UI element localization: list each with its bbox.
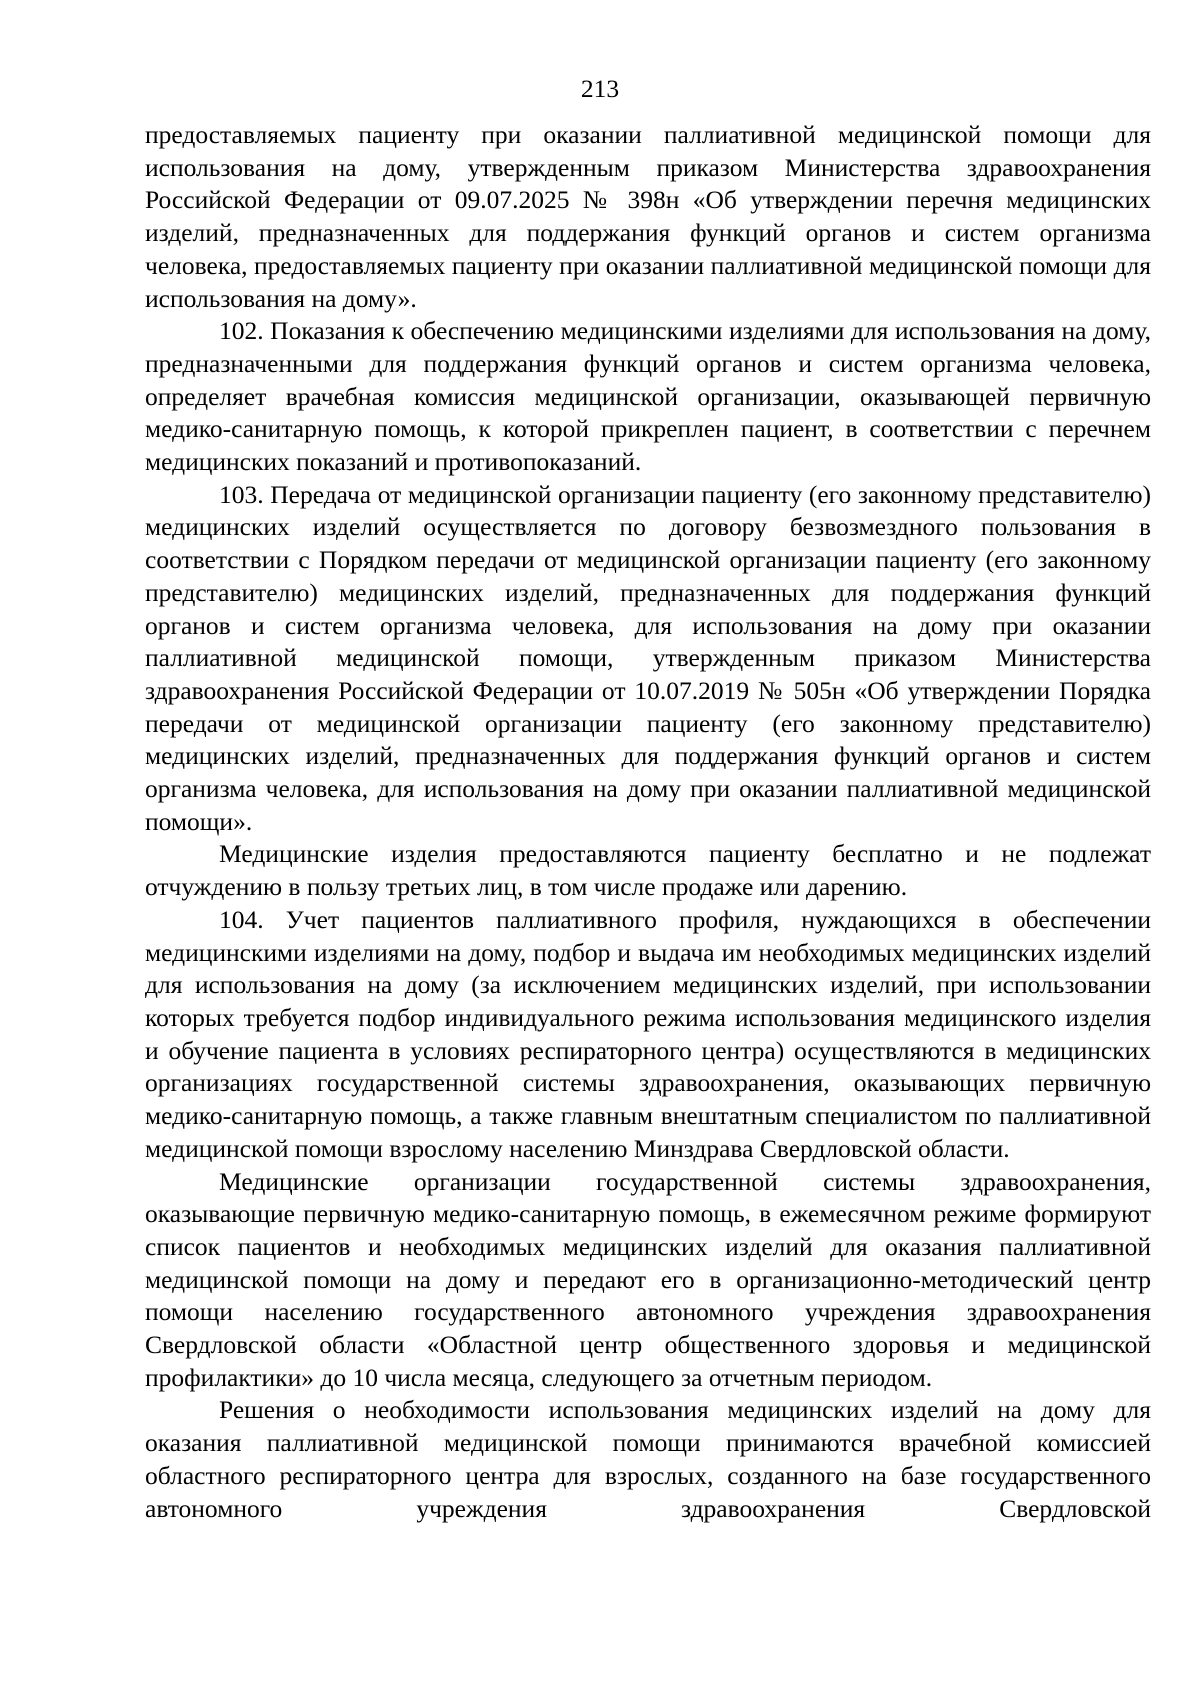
document-body	[145, 119, 1151, 1525]
page-number: 213	[580, 74, 620, 103]
paragraph-item-104: 104. Учет пациентов паллиативного профиля, нуждающихся в обеспечении медицинскими изделиями на дому, подбор и выдача им необходимых медицинских изделий для использования на дому (за исключением медицинских изделий, при использовании которых требуется подбор индивидуального режима использования медицинского изделия и обучение пациента в условиях респираторного центра) осуществляются в медицинских организациях государственной системы здравоохранения, оказывающих первичную медико-санитарную помощь, а также главным внештатным специалистом по паллиативной медицинской помощи взрослому населению Минздрава Свердловской области.	[145, 904, 1151, 1163]
paragraph-continuation: предоставляемых пациенту при оказании паллиативной медицинской помощи для использования на дому, утвержденным приказом Министерства здравоохранения Российской Федерации от 09.07.2025 № 398н «Об утверждении перечня медицинских изделий, предназначенных для поддержания функций органов и систем организма человека, предоставляемых пациенту при оказании паллиативной медицинской помощи для использования на дому».	[145, 120, 1151, 313]
paragraph-item-102: 102. Показания к обеспечению медицинскими изделиями для использования на дому, предназначенными для поддержания функций органов и систем организма человека, определяет врачебная комиссия медицинской организации, оказывающей первичную медико-санитарную помощь, к которой прикреплен пациент, в соответствии с перечнем медицинских показаний и противопоказаний.	[145, 316, 1151, 477]
paragraph-item-104-organizations: Медицинские организации государственной системы здравоохранения, оказывающие первичную медико-санитарную помощь, в ежемесячном режиме формируют список пациентов и необходимых медицинских изделий для оказания паллиативной медицинской помощи на дому и передают его в организационно-методический центр помощи населению государственного автономного учреждения здравоохранения Свердловской области «Областной центр общественного здоровья и медицинской профилактики» до 10 числа месяца, следующего за отчетным периодом.	[145, 1166, 1151, 1392]
paragraph-item-104-decisions: Решения о необходимости использования медицинских изделий на дому для оказания паллиативной медицинской помощи принимаются врачебной комиссией областного респираторного центра для взрослых, созданного на базе государственного автономного учреждения здравоохранения Свердловской	[145, 1395, 1151, 1523]
paragraph-item-103-note: Медицинские изделия предоставляются пациенту бесплатно и не подлежат отчуждению в пользу третьих лиц, в том числе продаже или дарению.	[145, 839, 1151, 902]
paragraph-item-103: 103. Передача от медицинской организации пациенту (его законному представителю) медицинских изделий осуществляется по договору безвозмездного пользования в соответствии с Порядком передачи от медицинской организации пациенту (его законному представителю) медицинских изделий, предназначенных для поддержания функций органов и систем организма человека, для использования на дому при оказании паллиативной медицинской помощи, утвержденным приказом Министерства здравоохранения Российской Федерации от 10.07.2019 № 505н «Об утверждении Порядка передачи от медицинской организации пациенту (его законному представителю) медицинских изделий, предназначенных для поддержания функций органов и систем организма человека, для использования на дому при оказании паллиативной медицинской помощи».	[145, 479, 1151, 836]
